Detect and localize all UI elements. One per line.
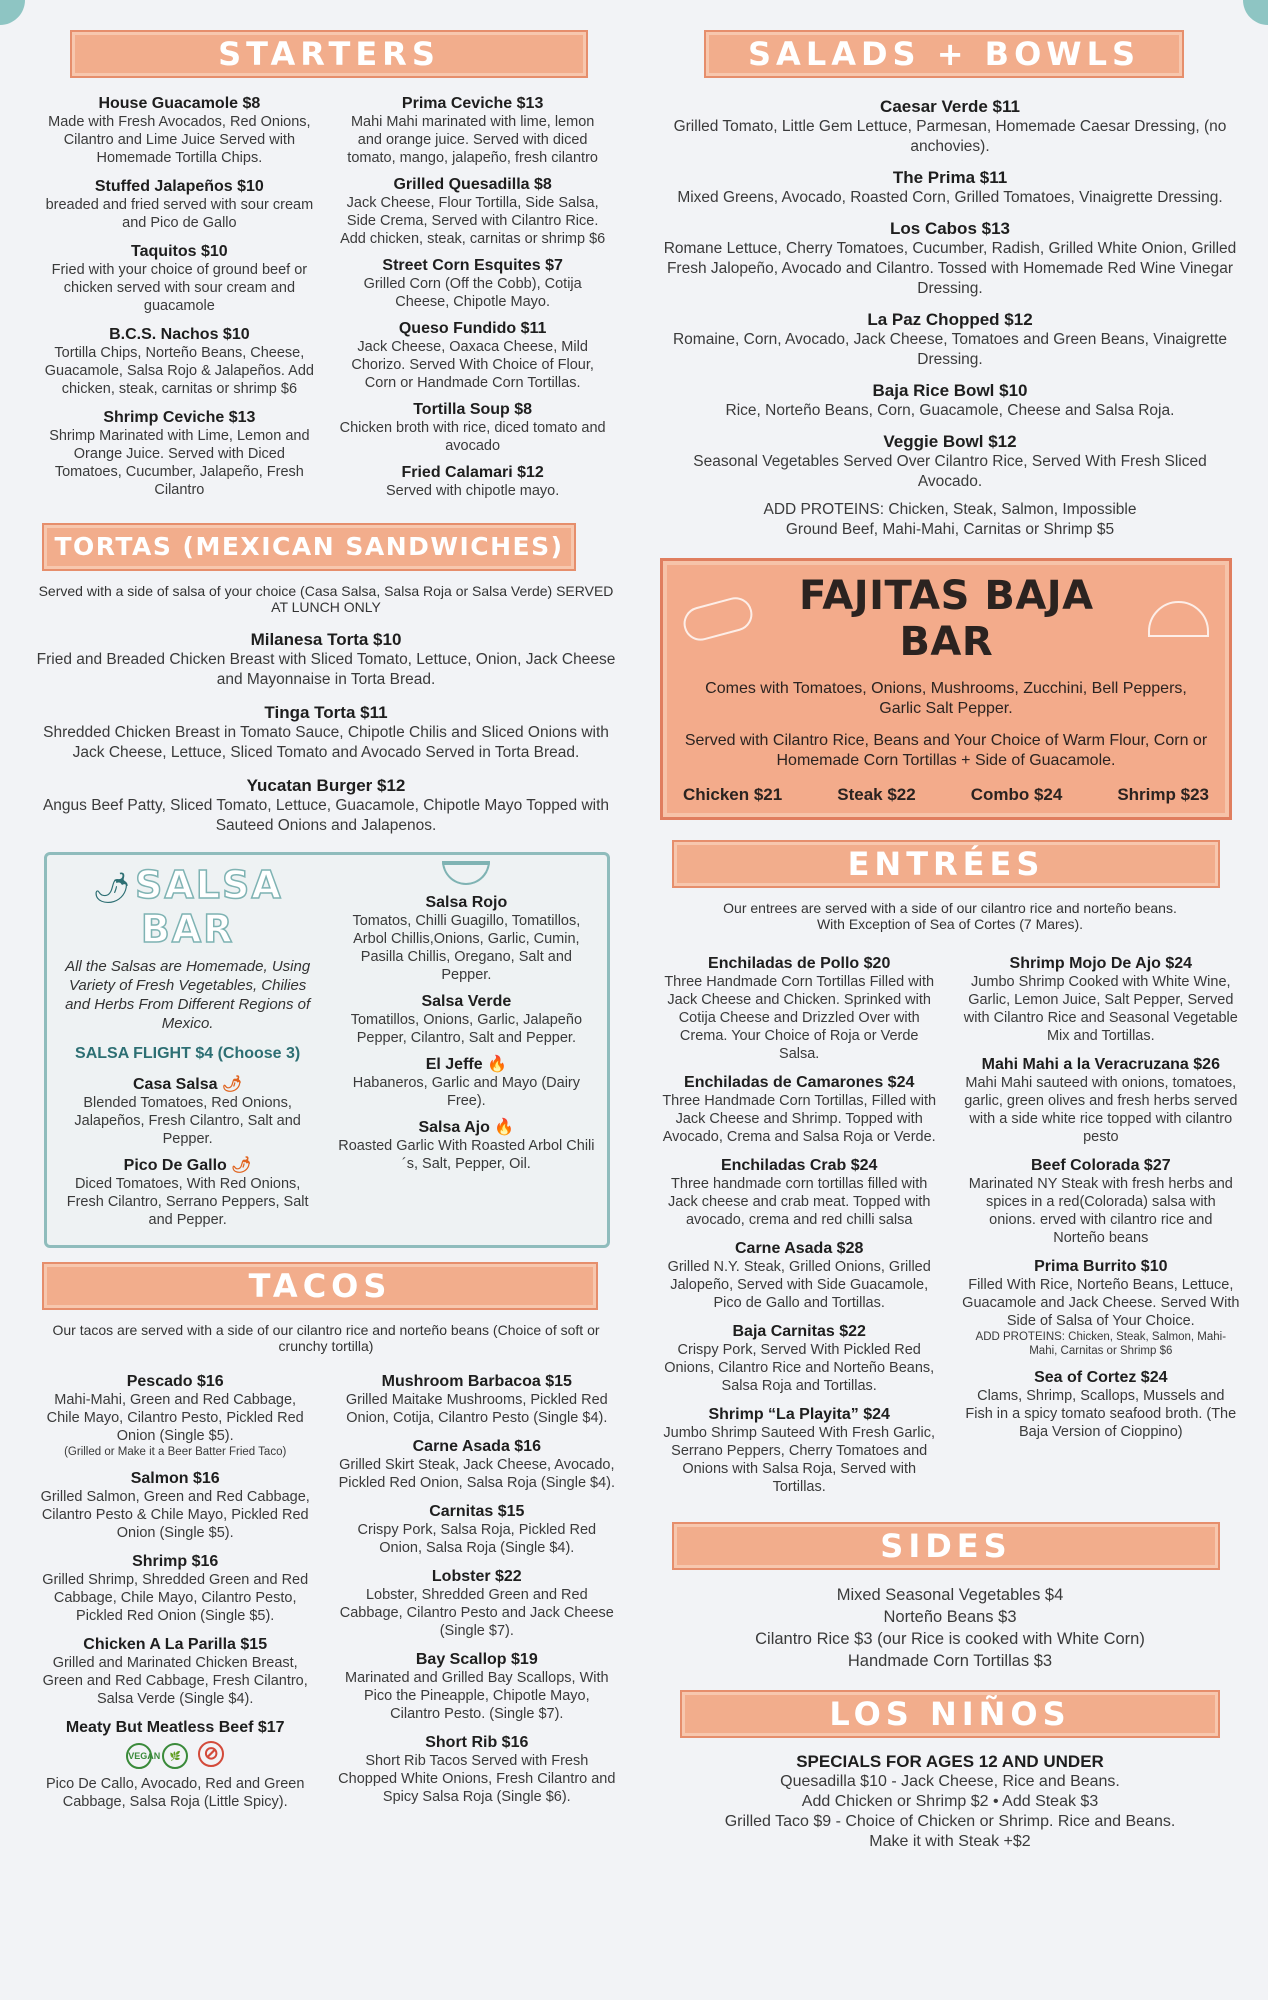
menu-item: [337, 319, 608, 392]
menu-item: [338, 992, 595, 1047]
item-note: (Grilled or Make it a Beer Batter Fried Taco): [64, 1446, 287, 1458]
starters-section: [36, 94, 616, 509]
item-desc: Jumbo Shrimp Cooked with White Wine, Garlic, Lemon Juice, Salt Pepper, Served with Cilantro Rice and Seasonal Vegetable Mix and Tortillas.: [963, 974, 1238, 1044]
menu-item: [338, 1567, 616, 1640]
item-name: Mushroom Barbacoa $15: [381, 1373, 572, 1390]
item-desc: Shrimp Marinated with Lime, Lemon and Orange Juice. Served with Diced Tomatoes, Cucumber, Jalapeño, Fresh Cilantro: [49, 428, 310, 498]
no-gluten-badge-icon: ⊘: [198, 1741, 224, 1767]
menu-item: [337, 94, 608, 167]
item-name: Carne Asada $16: [412, 1438, 541, 1455]
ninos-heading: SPECIALS FOR AGES 12 AND UNDER: [796, 1752, 1104, 1771]
fajitas-prices: [683, 785, 1209, 805]
item-desc: Mahi Mahi sauteed with onions, tomatoes, garlic, green olives and fresh herbs served with a side white rice topped with cilantro pesto: [964, 1075, 1238, 1145]
item-desc: Romane Lettuce, Cherry Tomatoes, Cucumber, Radish, Grilled White Onion, Grilled Fresh Jalopeño, Avocado and Cilantro. Tossed with Homemade Red Wine Vinegar Dressing.: [663, 240, 1237, 297]
item-desc: Grilled Skirt Steak, Jack Cheese, Avocado, Pickled Red Onion, Salsa Roja (Single $4).: [338, 1457, 616, 1491]
menu-item: [36, 1718, 314, 1811]
tacos-note: Our tacos are served with a side of our cilantro rice and norteño beans (Choice of soft or crunchy tortilla): [52, 1322, 600, 1354]
item-name: Tortilla Soup $8: [413, 401, 533, 418]
salsa-right-list: [338, 893, 595, 1173]
item-desc: Grilled and Marinated Chicken Breast, Green and Red Cabbage, Fresh Cilantro, Salsa Verde (Single $4).: [42, 1655, 308, 1707]
item-desc: breaded and fried served with sour cream and Pico de Gallo: [45, 197, 314, 231]
item-name: Tinga Torta $11: [264, 703, 388, 722]
tacos-section: [36, 1372, 616, 1821]
item-desc: Filled With Rice, Norteño Beans, Lettuce, Guacamole and Jack Cheese. Served With Side of Salsa of Your Choice.: [962, 1277, 1240, 1329]
menu-item: [660, 167, 1240, 208]
ninos-line: Add Chicken or Shrimp $2 • Add Steak $3: [801, 1793, 1099, 1810]
burrito-icon: [680, 594, 756, 645]
item-note: ADD PROTEINS: Chicken, Steak, Salmon, Mahi-Mahi, Carnitas or Shrimp $6: [975, 1331, 1227, 1357]
item-desc: Grilled Corn (Off the Cobb), Cotija Cheese, Chipotle Mayo.: [363, 276, 582, 310]
salsa-bar-title: SALSA BAR: [135, 863, 283, 951]
corner-decoration: [1243, 0, 1268, 25]
item-name: Meaty But Meatless Beef $17: [65, 1719, 285, 1736]
tacos-right-list: [338, 1372, 616, 1821]
item-name: Shrimp “La Playita” $24: [708, 1406, 890, 1423]
chili-heat-icon: 🔥: [489, 1119, 515, 1136]
item-name: Baja Rice Bowl $10: [872, 381, 1028, 400]
side-item: Cilantro Rice $3 (our Rice is cooked with White Corn): [755, 1630, 1145, 1648]
item-desc: Habaneros, Garlic and Mayo (Dairy Free).: [352, 1075, 580, 1109]
salsa-bowl-icon: [442, 861, 490, 885]
item-desc: Crispy Pork, Served With Pickled Red Onions, Cilantro Rice and Norteño Beans, Salsa Roja and Tortillas.: [664, 1342, 935, 1394]
menu-item: [338, 1437, 616, 1492]
menu-item: [660, 954, 938, 1063]
sides-banner: SIDES: [672, 1522, 1220, 1570]
vegan-badge-icon: VEGAN: [126, 1743, 152, 1769]
item-name: Carne Asada $28: [735, 1240, 864, 1257]
menu-item: [338, 1733, 616, 1806]
ninos-banner: LOS NIÑOS: [680, 1690, 1220, 1738]
menu-item: [962, 954, 1240, 1045]
item-desc: Jack Cheese, Flour Tortilla, Side Salsa, Side Crema, Served with Cilantro Rice. Add chicken, steak, carnitas or shrimp $6: [340, 195, 606, 247]
menu-item: [337, 400, 608, 455]
menu-item: [36, 629, 616, 690]
item-desc: Tomatillos, Onions, Garlic, Jalapeño Pepper, Cilantro, Salt and Pepper.: [350, 1012, 583, 1046]
menu-item: [36, 1372, 314, 1459]
item-desc: Rice, Norteño Beans, Corn, Guacamole, Cheese and Salsa Roja.: [725, 402, 1175, 419]
item-desc: Marinated and Grilled Bay Scallops, With Pico the Pineapple, Chipotle Mayo, Cilantro Pesto. (Single $7).: [345, 1670, 609, 1722]
menu-item: [660, 218, 1240, 299]
side-item: Norteño Beans $3: [883, 1608, 1017, 1626]
menu-item: [962, 1257, 1240, 1358]
diet-badges: [36, 1741, 314, 1769]
item-name: Shrimp Ceviche $13: [103, 409, 256, 426]
item-name: Pico De Gallo 🌶: [123, 1157, 252, 1174]
item-name: Enchiladas Crab $24: [720, 1157, 878, 1174]
menu-item: [338, 1055, 595, 1110]
menu-item: [338, 1118, 595, 1173]
side-item: Handmade Corn Tortillas $3: [847, 1652, 1053, 1670]
item-name: Veggie Bowl $12: [883, 432, 1017, 451]
menu-item: [59, 1075, 316, 1148]
salads-proteins: ADD PROTEINS: Chicken, Steak, Salmon, Impossible Ground Beef, Mahi-Mahi, Carnitas or Shrimp $5: [763, 501, 1137, 538]
side-item: Mixed Seasonal Vegetables $4: [836, 1586, 1064, 1604]
item-name: Salsa Rojo: [425, 894, 508, 911]
tacos-left-list: [36, 1372, 314, 1811]
item-desc: Romaine, Corn, Avocado, Jack Cheese, Tomatoes and Green Beans, Vinaigrette Dressing.: [672, 331, 1228, 368]
item-desc: Mixed Greens, Avocado, Roasted Corn, Grilled Tomatoes, Vinaigrette Dressing.: [677, 189, 1223, 206]
menu-item: [660, 431, 1240, 492]
starters-banner: STARTERS: [70, 30, 588, 78]
item-desc: Three Handmade Corn Tortillas, Filled with Jack Cheese and Shrimp. Topped with Avocado, Crema and Salsa Roja or Verde.: [662, 1093, 937, 1145]
menu-item: [660, 1073, 938, 1146]
item-name: Carnitas $15: [429, 1503, 525, 1520]
item-desc: Three Handmade Corn Tortillas Filled with Jack Cheese and Chicken. Sprinked with Cotija Cheese and Drizzled Over with Crema. Your Choice of Roja or Verde Salsa.: [664, 974, 935, 1062]
item-name: Salsa Verde: [421, 993, 512, 1010]
menu-item: [338, 893, 595, 984]
entrees-section: [660, 954, 1240, 1506]
item-desc: Grilled Shrimp, Shredded Green and Red Cabbage, Chile Mayo, Cilantro Pesto, Pickled Red Onion (Single $5).: [42, 1572, 309, 1624]
item-desc: Diced Tomatoes, With Red Onions, Fresh Cilantro, Serrano Peppers, Salt and Pepper.: [66, 1176, 309, 1228]
item-desc: Fried and Breaded Chicken Breast with Sliced Tomato, Lettuce, Onion, Jack Cheese and Mayonnaise in Torta Bread.: [36, 651, 616, 688]
fajitas-box: [660, 558, 1232, 820]
menu-item: [337, 256, 608, 311]
item-desc: Crispy Pork, Salsa Roja, Pickled Red Onion, Salsa Roja (Single $4).: [357, 1522, 597, 1556]
tortas-note: Served with a side of salsa of your choice (Casa Salsa, Salsa Roja or Salsa Verde) SERVED AT LUNCH ONLY: [38, 583, 614, 615]
menu-item: [36, 1635, 314, 1708]
item-name: Mahi Mahi a la Veracruzana $26: [981, 1056, 1220, 1073]
item-desc: Short Rib Tacos Served with Fresh Chopped White Onions, Fresh Cilantro and Spicy Salsa Roja (Single $6).: [338, 1753, 616, 1805]
item-name: Shrimp $16: [132, 1553, 219, 1570]
menu-item: [660, 380, 1240, 421]
item-desc: Made with Fresh Avocados, Red Onions, Cilantro and Lime Juice Served with Homemade Tortilla Chips.: [48, 114, 311, 166]
ninos-line: Grilled Taco $9 - Choice of Chicken or Shrimp. Rice and Beans.: [724, 1813, 1176, 1830]
sides-list: [660, 1584, 1240, 1672]
item-desc: Fried with your choice of ground beef or chicken served with sour cream and guacamole: [51, 262, 308, 314]
menu-item: [36, 775, 616, 836]
salsa-bar-intro: All the Salsas are Homemade, Using Variety of Fresh Vegetables, Chilies and Herbs From Different Regions of Mexico.: [65, 958, 311, 1032]
left-column: [36, 30, 616, 1821]
menu-item: [44, 94, 315, 167]
item-name: Shrimp Mojo De Ajo $24: [1009, 955, 1193, 972]
item-name: Casa Salsa 🌶: [132, 1076, 243, 1093]
menu-item: [660, 1405, 938, 1496]
menu-item: [337, 463, 608, 500]
entrees-right-list: [962, 954, 1240, 1506]
menu-item: [660, 1322, 938, 1395]
menu-item: [44, 408, 315, 499]
menu-item: [962, 1156, 1240, 1247]
fajitas-title: FAJITAS BAJA BAR: [799, 573, 1094, 665]
item-desc: Marinated NY Steak with fresh herbs and spices in a red(Colorada) salsa with onions. erved with cilantro rice and Norteño beans: [968, 1176, 1233, 1246]
item-desc: Served with chipotle mayo.: [386, 483, 560, 499]
menu-item: [660, 96, 1240, 157]
item-desc: Roasted Garlic With Roasted Arbol Chili´s, Salt, Pepper, Oil.: [338, 1138, 595, 1172]
menu-item: [962, 1055, 1240, 1146]
item-desc: Jumbo Shrimp Sauteed With Fresh Garlic, Serrano Peppers, Cherry Tomatoes and Onions with Salsa Roja, Served with Tortillas.: [663, 1425, 935, 1495]
fajitas-price: Chicken $21: [683, 785, 783, 804]
ninos-line: Make it with Steak +$2: [869, 1833, 1031, 1850]
item-name: Beef Colorada $27: [1031, 1157, 1171, 1174]
item-name: Lobster $22: [431, 1568, 522, 1585]
item-name: House Guacamole $8: [98, 95, 261, 112]
item-desc: Jack Cheese, Oaxaca Cheese, Mild Chorizo. Served With Choice of Flour, Corn or Handmade Corn Tortillas.: [351, 339, 594, 391]
menu-item: [36, 1469, 314, 1542]
menu-item: [44, 325, 315, 398]
item-name: Fried Calamari $12: [401, 464, 544, 481]
item-desc: Mahi-Mahi, Green and Red Cabbage, Chile Mayo, Cilantro Pesto, Pickled Red Onion (Single $5).: [46, 1392, 304, 1444]
item-name: Street Corn Esquites $7: [382, 257, 563, 274]
item-desc: Tomatos, Chilli Guagillo, Tomatillos, Arbol Chillis,Onions, Garlic, Cumin, Pasilla Chillis, Oregano, Salt and Pepper.: [352, 913, 581, 983]
salsa-flight: SALSA FLIGHT $4 (Choose 3): [75, 1045, 301, 1062]
item-desc: Pico De Callo, Avocado, Red and Green Cabbage, Salsa Roja (Little Spicy).: [45, 1776, 305, 1810]
item-name: La Paz Chopped $12: [867, 310, 1033, 329]
chili-heat-icon: 🌶: [226, 1157, 252, 1174]
menu-item: [36, 1552, 314, 1625]
item-desc: Lobster, Shredded Green and Red Cabbage, Cilantro Pesto and Jack Cheese (Single $7).: [339, 1587, 614, 1639]
fajitas-price: Combo $24: [970, 785, 1063, 804]
tortas-list: [36, 629, 616, 836]
item-desc: Clams, Shrimp, Scallops, Mussels and Fish in a spicy tomato seafood broth. (The Baja Version of Cioppino): [965, 1388, 1237, 1440]
item-name: Prima Ceviche $13: [401, 95, 544, 112]
salads-banner: SALADS + BOWLS: [704, 30, 1184, 78]
item-desc: Grilled Salmon, Green and Red Cabbage, Cilantro Pesto & Chile Mayo, Pickled Red Onion (Single $5).: [40, 1489, 310, 1541]
item-name: Enchiladas de Camarones $24: [684, 1074, 915, 1091]
ninos-lines: [660, 1772, 1240, 1852]
item-name: Stuffed Jalapeños $10: [94, 178, 264, 195]
salsa-left-list: [59, 1075, 316, 1229]
taco-icon: [1148, 601, 1209, 637]
menu-item: [338, 1502, 616, 1557]
item-name: Pescado $16: [126, 1373, 224, 1390]
menu-item: [338, 1372, 616, 1427]
item-name: Milanesa Torta $10: [250, 630, 402, 649]
salads-list: [660, 96, 1240, 492]
item-name: Caesar Verde $11: [880, 97, 1020, 116]
starters-right-list: [337, 94, 608, 509]
menu-item: [44, 242, 315, 315]
item-desc: Tortilla Chips, Norteño Beans, Cheese, Guacamole, Salsa Rojo & Jalapeños. Add chicken, steak, carnitas or shrimp $6: [44, 345, 314, 397]
chili-pepper-icon: 🌶: [92, 872, 131, 905]
fajitas-price: Steak $22: [837, 785, 916, 804]
item-name: Yucatan Burger $12: [246, 776, 406, 795]
menu-item: [36, 702, 616, 763]
item-desc: Grilled Tomato, Little Gem Lettuce, Parmesan, Homemade Caesar Dressing, (no anchovies).: [673, 118, 1227, 155]
menu-item: [660, 309, 1240, 370]
item-desc: Chicken broth with rice, diced tomato and avocado: [339, 420, 606, 454]
menu-item: [59, 1156, 316, 1229]
salsa-bar-header: [59, 863, 316, 951]
ninos-line: Quesadilla $10 - Jack Cheese, Rice and Beans.: [780, 1773, 1120, 1790]
ninos-section: [660, 1752, 1240, 1852]
entrees-note: Our entrees are served with a side of our cilantro rice and norteño beans. With Exception of Sea of Cortes (7 Mares).: [723, 900, 1177, 932]
item-name: Chicken A La Parilla $15: [83, 1636, 268, 1653]
item-name: Baja Carnitas $22: [732, 1323, 866, 1340]
chili-heat-icon: 🔥: [482, 1056, 508, 1073]
menu-item: [962, 1368, 1240, 1441]
fajitas-price: Shrimp $23: [1117, 785, 1209, 804]
item-desc: Three handmade corn tortillas filled with Jack cheese and crab meat. Topped with avocado, crema and red chilli salsa: [667, 1176, 931, 1228]
item-name: Grilled Quesadilla $8: [393, 176, 552, 193]
starters-left-list: [44, 94, 315, 509]
corner-decoration: [0, 0, 25, 25]
menu-item: [660, 1239, 938, 1312]
tortas-banner: TORTAS (MEXICAN SANDWICHES): [42, 523, 576, 571]
item-desc: Shredded Chicken Breast in Tomato Sauce, Chipotle Chilis and Sliced Onions with Jack Cheese, Lettuce, Sliced Tomato and Avocado Served in Torta Bread.: [43, 724, 609, 761]
item-name: Salsa Ajo 🔥: [418, 1119, 515, 1136]
fajitas-served: Served with Cilantro Rice, Beans and Your Choice of Warm Flour, Corn or Homemade Corn Tortillas + Side of Guacamole.: [684, 732, 1208, 769]
item-name: Sea of Cortez $24: [1034, 1369, 1168, 1386]
item-desc: Seasonal Vegetables Served Over Cilantro Rice, Served With Fresh Sliced Avocado.: [693, 453, 1207, 490]
tacos-banner: TACOS: [42, 1262, 598, 1310]
menu-item: [337, 175, 608, 248]
entrees-left-list: [660, 954, 938, 1506]
fajitas-includes: Comes with Tomatoes, Onions, Mushrooms, Zucchini, Bell Peppers, Garlic Salt Pepper.: [705, 680, 1187, 717]
item-name: Short Rib $16: [425, 1734, 529, 1751]
item-desc: Grilled N.Y. Steak, Grilled Onions, Grilled Jalopeño, Served with Side Guacamole, Pico de Gallo and Tortillas.: [667, 1259, 931, 1311]
item-name: Queso Fundido $11: [398, 320, 547, 337]
menu-item: [660, 1156, 938, 1229]
salsa-bar-box: [44, 852, 610, 1248]
leaf-badge-icon: 🌿: [162, 1743, 188, 1769]
item-desc: Blended Tomatoes, Red Onions, Jalapeños, Fresh Cilantro, Salt and Pepper.: [74, 1095, 301, 1147]
chili-heat-icon: 🌶: [217, 1076, 243, 1093]
entrees-banner: ENTRÉES: [672, 840, 1220, 888]
item-name: Bay Scallop $19: [415, 1651, 538, 1668]
item-name: Enchiladas de Pollo $20: [708, 955, 891, 972]
item-name: El Jeffe 🔥: [425, 1056, 508, 1073]
menu-item: [44, 177, 315, 232]
menu-item: [338, 1650, 616, 1723]
item-name: B.C.S. Nachos $10: [109, 326, 250, 343]
item-name: Salmon $16: [130, 1470, 220, 1487]
right-column: [660, 30, 1240, 1852]
item-name: Prima Burrito $10: [1034, 1258, 1168, 1275]
item-desc: Mahi Mahi marinated with lime, lemon and orange juice. Served with diced tomato, mango, jalapeño, fresh cilantro: [347, 114, 598, 166]
item-desc: Angus Beef Patty, Sliced Tomato, Lettuce, Guacamole, Chipotle Mayo Topped with Sauteed Onions and Jalapenos.: [42, 797, 610, 834]
item-name: Los Cabos $13: [890, 219, 1010, 238]
item-name: Taquitos $10: [131, 243, 228, 260]
item-name: The Prima $11: [892, 168, 1008, 187]
item-desc: Grilled Maitake Mushrooms, Pickled Red Onion, Cotija, Cilantro Pesto (Single $4).: [345, 1392, 608, 1426]
